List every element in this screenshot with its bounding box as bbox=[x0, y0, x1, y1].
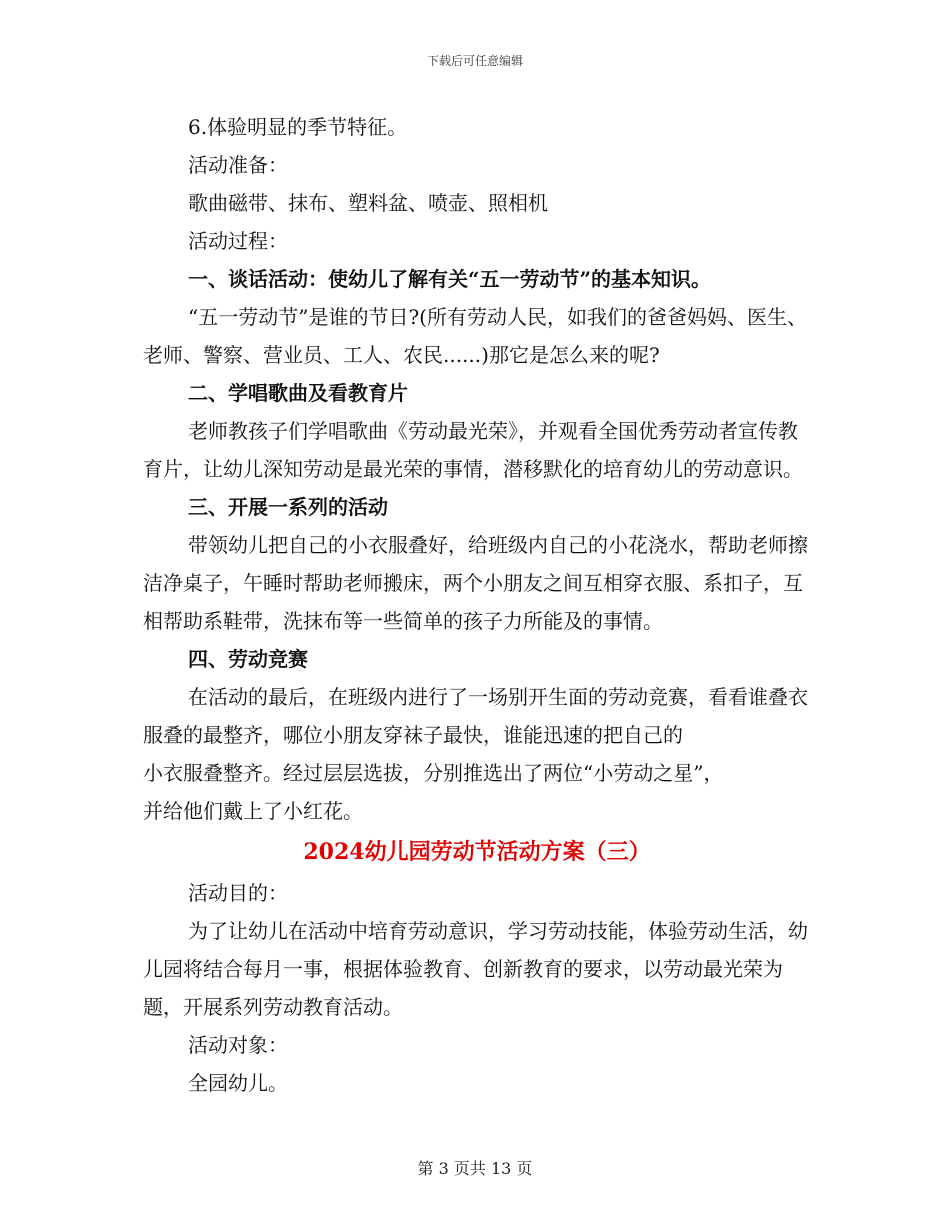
heading-audience: 活动对象： bbox=[188, 1033, 288, 1057]
paragraph-purpose: 为了让幼儿在活动中培育劳动意识，学习劳动技能，体验劳动生活，幼儿园将结合每月一事，根据体验教育、创新教育的要求，以劳动最光荣为题，开展系列劳动教育活动。 bbox=[143, 919, 808, 1019]
section-heading-1: 一、谈话活动：使幼儿了解有关“五一劳动节”的基本知识。 bbox=[188, 267, 712, 291]
paragraph-contest-end: 并给他们戴上了小红花。 bbox=[143, 799, 363, 823]
section-heading-4: 四、劳动竞赛 bbox=[188, 647, 308, 671]
page-header: 下载后可任意编辑 bbox=[426, 54, 523, 68]
heading-process: 活动过程： bbox=[188, 229, 288, 253]
heading-purpose: 活动目的： bbox=[188, 881, 288, 905]
paragraph-goal-6: 6.体验明显的季节特征。 bbox=[188, 115, 408, 139]
section-heading-2: 二、学唱歌曲及看教育片 bbox=[188, 381, 408, 405]
paragraph-audience: 全园幼儿。 bbox=[188, 1071, 288, 1095]
paragraph-materials: 歌曲磁带、抹布、塑料盆、喷壶、照相机 bbox=[188, 191, 548, 215]
paragraph-song: 老师教孩子们学唱歌曲《劳动最光荣》，并观看全国优秀劳动者宣传教育片，让幼儿深知劳动是最光荣的事情，潜移默化的培育幼儿的劳动意识。 bbox=[143, 419, 803, 481]
plan-title: 2024幼儿园劳动节活动方案（三） bbox=[303, 839, 651, 865]
document-body bbox=[143, 108, 811, 1102]
heading-preparation: 活动准备： bbox=[188, 153, 288, 177]
paragraph-activities: 带领幼儿把自己的小衣服叠好，给班级内自己的小花浇水，帮助老师擦洁净桌子，午睡时帮助老师搬床，两个小朋友之间互相穿衣服、系扣子，互相帮助系鞋带，洗抹布等一些简单的孩子力所能及的事情。 bbox=[143, 533, 808, 633]
paragraph-contest: 在活动的最后，在班级内进行了一场别开生面的劳动竞赛，看看谁叠衣服叠的最整齐，哪位小朋友穿袜子最快，谁能迅速的把自己的 bbox=[143, 685, 808, 747]
page-footer: 第 3 页共 13 页 bbox=[417, 1159, 533, 1178]
paragraph-contest-line: 小衣服叠整齐。经过层层选拔，分别推选出了两位“小劳动之星”， bbox=[143, 761, 724, 785]
section-heading-3: 三、开展一系列的活动 bbox=[188, 495, 388, 519]
paragraph-talk: “五一劳动节”是谁的节日?(所有劳动人民，如我们的爸爸妈妈、医生、老师、警察、营业员、工人、农民......)那它是怎么来的呢? bbox=[143, 305, 807, 367]
